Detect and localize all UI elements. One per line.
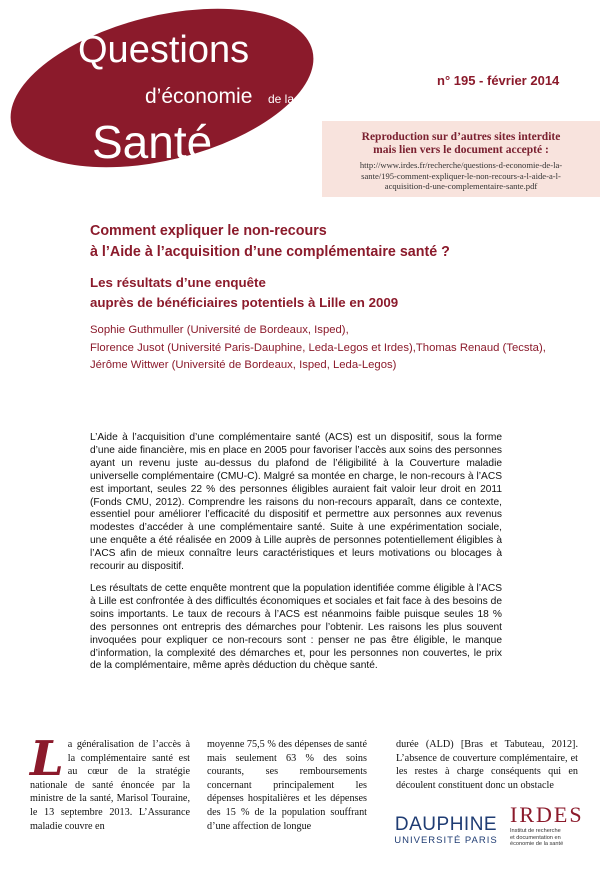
body-column-1: La généralisation de l’accès à la complémentaire santé est au cœur de la stratégie nationale de santé énoncée par la ministre de la santé, Marisol Touraine, le 13 septembre 2013. L’Assurance maladie couvre en [30,731,190,832]
dauphine-logo [393,814,499,846]
reproduction-link[interactable]: http://www.irdes.fr/recherche/questions-d-economie-de-la- sante/195-comment-expliquer-le-non-recours-a-l-aide-a-l- acquisition-d-une-complementaire-sante.pdf [359,160,563,191]
logo-line2: d’économie [145,85,253,108]
dauphine-sub: UNIVERSITÉ PARIS [394,835,498,846]
body-column-3: durée (ALD) [Bras et Tabuteau, 2012]. L’absence de couverture complémentaire, et les restes à charge conséquents qui en découlent constituent donc un obstacle [396,739,578,791]
irdes-tagline: Institut de recherche et documentation en économie de la santé [510,828,564,848]
questions-economie-sante-logo [0,0,330,195]
issue-number: n° 195 - février 2014 [437,73,560,88]
article-authors: Sophie Guthmuller (Université de Bordeaux, Isped), Florence Jusot (Université Paris-Dauphine, Leda-Legos et Irdes),Thomas Renaud (Tecsta), Jérôme Wittwer (Université de Bordeaux, Isped, Leda-Legos) [90,324,546,371]
reproduction-notice [322,121,600,197]
abstract-paragraph-1: L’Aide à l’acquisition d’une complémentaire santé (ACS) est un dispositif, sous la forme d’une aide financière, mis en place en 2005 pour favoriser l’accès aux soins des personnes ayant un revenu juste au-dessus du plafond de l’éligibilité à la Couverture maladie universelle complémentaire (CMU-C). Malgré sa montée en charge, le non-recours à l’ACS est important, seules 22 % des personnes éligibles auraient fait valoir leur droit en 2011 (Fonds CMU, 2012). Comprendre les raisons du non-recours apparaît, dans ce contexte, essentiel pour améliorer l’efficacité du dispositif et permettre aux personnes aux revenus modestes d’accéder à une complémentaire santé. Suite à une expérimentation sociale, une enquête a été réalisée en 2009 à Lille auprès de personnes potentiellement éligibles à l’ACS afin de mieux connaître leurs caractéristiques et leurs motivations ou blocages à recourir au dispositif. [90,432,502,573]
dauphine-name: DAUPHINE [394,814,498,835]
article-title: Comment expliquer le non-recours à l’Aide à l’acquisition d’une complémentaire santé ? [90,223,450,260]
drop-cap: L [30,731,64,787]
abstract [90,432,502,682]
abstract-paragraph-2: Les résultats de cette enquête montrent que la population identifiée comme éligible à l’ACS à Lille est confrontée à des difficultés économiques et sociales et fait face à des besoins de soins importants. Le taux de recours à l’ACS est néanmoins faible puisque seules 18 % des personnes ont entrepris des démarches pour l’obtenir. Les raisons les plus souvent invoquées pour expliquer ce non-recours sont : penser ne pas être éligible, le manque d’information, la complexité des démarches et, pour les personnes non couvertes, le prix de la complémentaire, même après déduction du chèque santé. [90,582,502,672]
article-subtitle: Les résultats d’une enquête auprès de bénéficiaires potentiels à Lille en 2009 [90,275,399,310]
body-column-2: moyenne 75,5 % des dépenses de santé mais seulement 63 % des soins courants, ses remboursements concernant principalement les dépenses hospitalières et les dépenses des 15 % de la population souffrant d’une affection de longue [207,739,367,832]
logo-line1: Questions [78,29,250,71]
logo-line3: Santé [92,116,213,168]
irdes-name: IRDES [510,802,584,827]
irdes-logo [510,803,590,848]
reproduction-heading: Reproduction sur d’autres sites interdite mais lien vers le document accepté : [361,131,561,156]
logo-line2-small: de la [268,92,295,106]
